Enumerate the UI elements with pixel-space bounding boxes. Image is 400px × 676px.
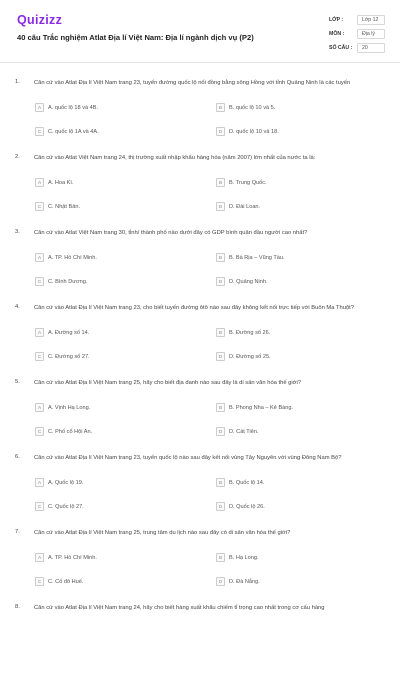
option-text: A. Quốc lộ 19. bbox=[48, 479, 84, 486]
answer-option[interactable] bbox=[216, 102, 366, 113]
option-key-badge: D bbox=[216, 427, 225, 436]
question-list bbox=[0, 76, 400, 676]
option-text: C. Bình Dương. bbox=[48, 278, 88, 285]
question-text: Căn cứ vào Atlat Địa lí Việt Nam trang 23, tuyến đường quốc lộ nối đồng bằng sông Hồng với tỉnh Quảng Ninh là các tuyến bbox=[34, 80, 351, 86]
answer-option[interactable] bbox=[216, 576, 366, 587]
answer-option[interactable] bbox=[35, 126, 185, 137]
meta-value: Địa lý bbox=[357, 29, 385, 39]
question-text: Căn cứ vào Atlat Địa lí Việt Nam trang 25, trung tâm du lịch nào sau đây có di sản văn hóa thế giới? bbox=[34, 530, 291, 536]
option-text: B. Đường số 26. bbox=[229, 329, 271, 336]
question-text: Căn cứ vào Atlat Địa lí Việt Nam trang 23, cho biết tuyến đường ôtô nào sau đây không kết nối trực tiếp với Buôn Ma Thuột? bbox=[34, 305, 355, 311]
option-key-badge: B bbox=[216, 328, 225, 337]
option-text: C. Cố đô Huế. bbox=[48, 578, 84, 585]
option-key-badge: D bbox=[216, 502, 225, 511]
answer-option[interactable] bbox=[35, 351, 185, 362]
option-key-badge: B bbox=[216, 178, 225, 187]
option-key-badge: A bbox=[35, 403, 44, 412]
option-text: B. quốc lộ 10 và 5. bbox=[229, 104, 276, 111]
option-text: C. Nhật Bản. bbox=[48, 203, 81, 210]
question-number: 3. bbox=[15, 229, 20, 235]
question-number: 8. bbox=[15, 604, 20, 610]
answer-option[interactable] bbox=[35, 402, 185, 413]
option-text: D. Quốc lộ 26. bbox=[229, 503, 265, 510]
header-divider bbox=[0, 62, 400, 63]
question-item bbox=[0, 526, 400, 601]
answer-option[interactable] bbox=[216, 426, 366, 437]
question-item bbox=[0, 451, 400, 526]
option-key-badge: C bbox=[35, 427, 44, 436]
option-key-badge: C bbox=[35, 277, 44, 286]
option-text: A. Vịnh Hạ Long. bbox=[48, 404, 91, 411]
option-text: A. TP. Hồ Chí Minh. bbox=[48, 554, 97, 561]
question-item bbox=[0, 226, 400, 301]
option-key-badge: C bbox=[35, 202, 44, 211]
option-key-badge: B bbox=[216, 553, 225, 562]
option-key-badge: D bbox=[216, 127, 225, 136]
option-key-badge: D bbox=[216, 577, 225, 586]
option-key-badge: A bbox=[35, 553, 44, 562]
meta-label: SỐ CÂU : bbox=[329, 45, 353, 51]
question-number: 6. bbox=[15, 454, 20, 460]
option-text: D. Đường số 25. bbox=[229, 353, 271, 360]
option-text: D. Đà Nẵng. bbox=[229, 578, 260, 585]
answer-option[interactable] bbox=[216, 276, 366, 287]
option-key-badge: C bbox=[35, 577, 44, 586]
answer-option[interactable] bbox=[35, 252, 185, 263]
question-number: 1. bbox=[15, 79, 20, 85]
option-key-badge: B bbox=[216, 103, 225, 112]
answer-option[interactable] bbox=[35, 576, 185, 587]
answer-option[interactable] bbox=[216, 252, 366, 263]
question-text: Căn cứ vào Atlat Địa lí Việt Nam trang 24, hãy cho biết hàng xuất khẩu chiếm tỉ trọng cao nhất trong cơ cấu hàng bbox=[34, 605, 325, 611]
meta-value: 20 bbox=[357, 43, 385, 53]
option-key-badge: A bbox=[35, 478, 44, 487]
meta-row-subject bbox=[329, 27, 385, 41]
option-text: A. Hoa Kì. bbox=[48, 179, 74, 186]
meta-label: LỚP : bbox=[329, 17, 344, 23]
option-key-badge: D bbox=[216, 202, 225, 211]
answer-option[interactable] bbox=[35, 276, 185, 287]
question-text: Căn cứ vào Atlat Địa lí Việt Nam trang 23, tuyến quốc lộ nào sau đây kết nối vùng Tây Nguyên với vùng Đông Nam Bộ? bbox=[34, 455, 342, 461]
meta-label: MÔN : bbox=[329, 31, 345, 37]
option-text: B. Phong Nha – Kẻ Bàng. bbox=[229, 404, 294, 411]
question-item bbox=[0, 151, 400, 226]
option-text: D. quốc lộ 10 và 18. bbox=[229, 128, 279, 135]
option-key-badge: A bbox=[35, 328, 44, 337]
meta-row-class bbox=[329, 13, 385, 27]
worksheet-title: 40 câu Trắc nghiệm Atlat Địa lí Việt Nam: Địa lí ngành dịch vụ (P2) bbox=[17, 33, 254, 42]
answer-option[interactable] bbox=[35, 501, 185, 512]
worksheet-header bbox=[0, 0, 400, 62]
answer-option[interactable] bbox=[35, 177, 185, 188]
question-text: Căn cứ vào Atlat Việt Nam trang 30, tỉnh/ thành phố nào dưới đây có GDP bình quân đầu người cao nhất? bbox=[34, 230, 308, 236]
question-number: 7. bbox=[15, 529, 20, 535]
option-text: B. Bà Rịa – Vũng Tàu. bbox=[229, 254, 285, 261]
meta-value: Lớp 12 bbox=[357, 15, 385, 25]
answer-option[interactable] bbox=[216, 201, 366, 212]
answer-option[interactable] bbox=[216, 177, 366, 188]
answer-option[interactable] bbox=[216, 126, 366, 137]
option-key-badge: C bbox=[35, 127, 44, 136]
question-number: 2. bbox=[15, 154, 20, 160]
option-text: C. Đường số 27. bbox=[48, 353, 90, 360]
answer-option[interactable] bbox=[35, 477, 185, 488]
answer-option[interactable] bbox=[35, 426, 185, 437]
option-key-badge: C bbox=[35, 352, 44, 361]
answer-option[interactable] bbox=[35, 102, 185, 113]
option-key-badge: A bbox=[35, 253, 44, 262]
option-text: B. Quốc lộ 14. bbox=[229, 479, 265, 486]
answer-option[interactable] bbox=[35, 201, 185, 212]
answer-option[interactable] bbox=[216, 477, 366, 488]
answer-option[interactable] bbox=[35, 552, 185, 563]
option-key-badge: A bbox=[35, 103, 44, 112]
option-text: A. TP. Hồ Chí Minh. bbox=[48, 254, 97, 261]
option-text: B. Trung Quốc. bbox=[229, 179, 267, 186]
option-text: B. Hạ Long. bbox=[229, 554, 259, 561]
quizizz-logo: Quizizz bbox=[17, 13, 63, 27]
answer-option[interactable] bbox=[216, 552, 366, 563]
question-item bbox=[0, 376, 400, 451]
option-text: A. Đường số 14. bbox=[48, 329, 90, 336]
meta-row-count bbox=[329, 41, 385, 55]
option-key-badge: D bbox=[216, 352, 225, 361]
option-text: D. Quảng Ninh. bbox=[229, 278, 268, 285]
question-text: Căn cứ vào Atlat Việt Nam trang 24, thị trường xuất nhập khẩu hàng hóa (năm 2007) lớn nhất của nước ta là: bbox=[34, 155, 316, 161]
option-text: D. Đài Loan. bbox=[229, 203, 261, 210]
answer-option[interactable] bbox=[216, 402, 366, 413]
option-text: C. quốc lộ 1A và 4A. bbox=[48, 128, 99, 135]
question-number: 5. bbox=[15, 379, 20, 385]
option-text: A. quốc lộ 18 và 4B. bbox=[48, 104, 99, 111]
option-text: C. Quốc lộ 27. bbox=[48, 503, 84, 510]
question-text: Căn cứ vào Atlat Địa lí Việt Nam trang 25, hãy cho biết địa danh nào sau đây là di sản văn hóa thế giới? bbox=[34, 380, 301, 386]
option-key-badge: B bbox=[216, 253, 225, 262]
option-key-badge: A bbox=[35, 178, 44, 187]
option-key-badge: D bbox=[216, 277, 225, 286]
question-number: 4. bbox=[15, 304, 20, 310]
option-text: C. Phố cổ Hội An. bbox=[48, 428, 93, 435]
question-item bbox=[0, 301, 400, 376]
option-key-badge: B bbox=[216, 478, 225, 487]
answer-option[interactable] bbox=[216, 351, 366, 362]
question-item bbox=[0, 601, 400, 676]
meta-panel bbox=[329, 13, 385, 55]
option-key-badge: C bbox=[35, 502, 44, 511]
option-text: D. Cát Tiên. bbox=[229, 428, 259, 435]
answer-option[interactable] bbox=[216, 327, 366, 338]
answer-option[interactable] bbox=[216, 501, 366, 512]
option-key-badge: B bbox=[216, 403, 225, 412]
answer-option[interactable] bbox=[35, 327, 185, 338]
question-item bbox=[0, 76, 400, 151]
